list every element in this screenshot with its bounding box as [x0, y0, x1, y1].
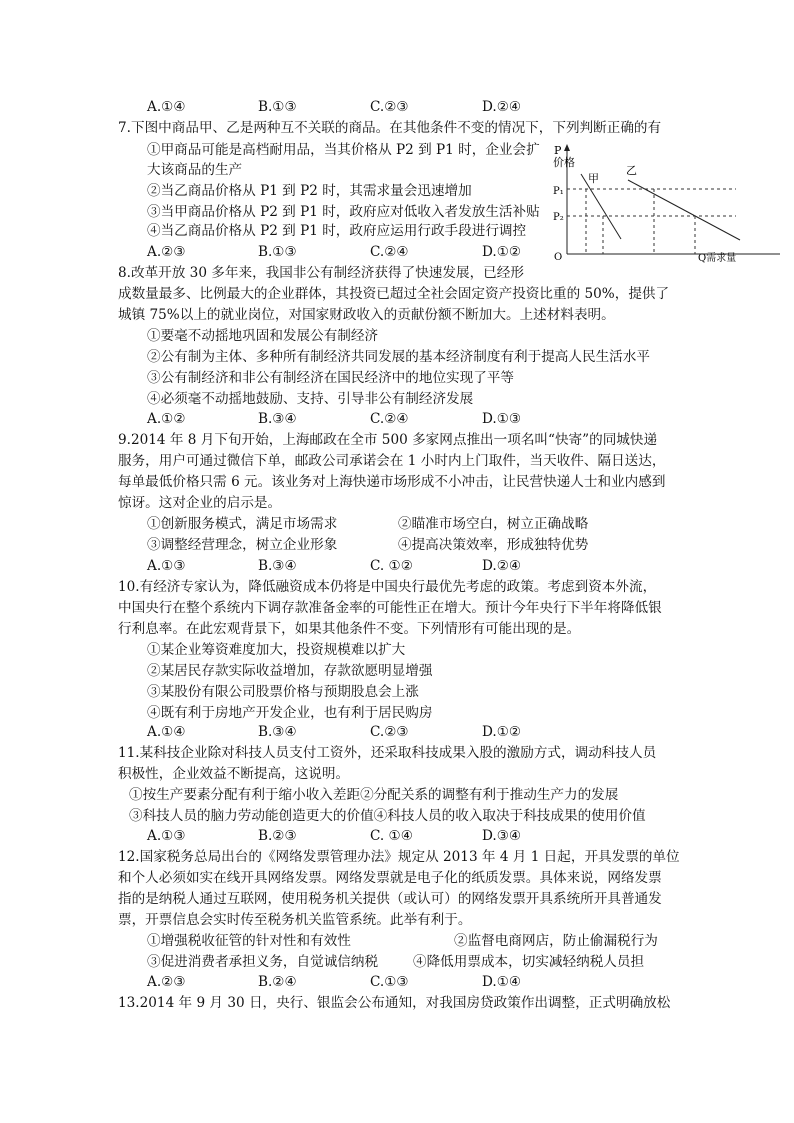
option-b: B.②③ — [258, 828, 297, 844]
q11-items-1-2: ①按生产要素分配有利于缩小收入差距②分配关系的调整有利于推动生产力的发展 — [129, 787, 619, 803]
option-a: A.①③ — [147, 558, 186, 574]
q9-stem-1: 9.2014 年 8 月下旬开始，上海邮政在全市 500 多家网点推出一项名叫“快寄”的同城快递 — [118, 432, 658, 448]
option-c: C.②④ — [370, 411, 409, 427]
q7-options — [0, 243, 600, 261]
q9-item-4: ④提高决策效率，形成独特优势 — [398, 537, 589, 553]
q9-item-1: ①创新服务模式，满足市场需求 — [147, 516, 338, 532]
q9-item-2: ②瞄准市场空白，树立正确战略 — [398, 516, 589, 532]
option-d: D.②④ — [482, 99, 522, 115]
option-c: C.①③ — [370, 974, 409, 990]
q6-options — [0, 98, 600, 116]
p-axis-label: P — [554, 144, 562, 157]
q8-item-4: ④必须毫不动摇地鼓励、支持、引导非公有制经济发展 — [147, 391, 474, 407]
q7-item-3: ③当甲商品价格从 P2 到 P1 时，政府应对低收入者发放生活补贴 — [147, 204, 540, 220]
y-axis-label: 价格 — [553, 156, 575, 169]
p1-label: P₁ — [553, 186, 564, 197]
q10-options — [0, 723, 600, 741]
origin-label: O — [554, 252, 563, 263]
q8-item-3: ③公有制经济和非公有制经济在国民经济中的地位实现了平等 — [147, 370, 515, 386]
jia-label: 甲 — [588, 172, 599, 185]
q11-options — [0, 827, 600, 845]
q12-item-4: ④降低用票成本，切实减轻纳税人员担 — [413, 954, 645, 970]
q7-stem: 7.下图中商品甲、乙是两种互不关联的商品。在其他条件不变的情况下，下列判断正确的有 — [118, 120, 662, 136]
x-axis-label: Q需求量 — [698, 253, 737, 264]
q7-item-2: ②当乙商品价格从 P1 到 P2 时，其需求量会迅速增加 — [147, 183, 472, 199]
q8-stem-3: 城镇 75%以上的就业岗位，对国家财政收入的贡献份额不断加大。上述材料表明。 — [118, 307, 615, 323]
q9-stem-2: 服务，用户可通过微信下单，邮政公司承诺会在 1 小时内上门取件，当天收件、隔日送达， — [118, 453, 666, 469]
option-b: B.①③ — [258, 244, 297, 260]
q10-item-3: ③某股份有限公司股票价格与预期股息会上涨 — [147, 684, 419, 700]
demand-curve-jia — [581, 174, 621, 239]
q11-stem-2: 积极性，企业效益不断提高，这说明。 — [118, 766, 350, 782]
q13-stem: 13.2014 年 9 月 30 日，央行、银监会公布通知，对我国房贷政策作出调整，正式明确放松 — [118, 995, 671, 1011]
q8-item-2: ②公有制为主体、多种所有制经济共同发展的基本经济制度有利于提高人民生活水平 — [147, 349, 650, 365]
q7-item-1: ①甲商品可能是高档耐用品，当其价格从 P2 到 P1 时，企业会扩 — [147, 142, 540, 158]
q8-stem-2: 成数量最多、比例最大的企业群体，其投资已超过全社会固定资产投资比重的 50%，提供了 — [118, 286, 670, 302]
q10-item-2: ②某居民存款实际收益增加，存款欲愿明显增强 — [147, 663, 433, 679]
q10-stem-1: 10.有经济专家认为，降低融资成本仍将是中国央行最优先考虑的政策。考虑到资本外流， — [118, 579, 657, 595]
q12-item-3: ③促进消费者承担义务，自觉诚信纳税 — [147, 954, 379, 970]
option-d: D.①② — [482, 724, 522, 740]
q9-options — [0, 557, 600, 575]
option-c: C.②③ — [370, 99, 409, 115]
option-b: B.②④ — [258, 974, 297, 990]
q10-stem-2: 中国央行在整个系统内下调存款准备金率的可能性正在增大。预计今年央行下半年将降低银 — [118, 600, 662, 616]
option-b: B.③④ — [258, 724, 297, 740]
q9-stem-4: 惊讶。这对企业的启示是。 — [118, 495, 282, 511]
option-b: B.③④ — [258, 558, 297, 574]
q11-items-3-4: ③科技人员的脑力劳动能创造更大的价值④科技人员的收入取决于科技成果的使用价值 — [129, 808, 646, 824]
q12-item-2: ②监督电商网店，防止偷漏税行为 — [454, 933, 658, 949]
option-d: D.②④ — [482, 558, 522, 574]
q10-item-1: ①某企业筹资难度加大，投资规模难以扩大 — [147, 642, 406, 658]
q8-item-1: ①要毫不动摇地巩固和发展公有制经济 — [147, 328, 379, 344]
q11-stem-1: 11.某科技企业除对科技人员支付工资外，还采取科技成果入股的激励方式，调动科技人员 — [118, 745, 657, 761]
q10-item-4: ④既有利于房地产开发企业，也有利于居民购房 — [147, 705, 433, 721]
q12-stem-1: 12.国家税务总局出台的《网络发票管理办法》规定从 2013 年 4 月 1 日起，开具发票的单位 — [118, 849, 680, 865]
q12-item-1: ①增强税收征管的针对性和有效性 — [147, 933, 351, 949]
option-a: A.①④ — [147, 99, 186, 115]
option-b: B.③④ — [258, 411, 297, 427]
yi-label: 乙 — [626, 164, 637, 177]
option-a: A.①② — [147, 411, 186, 427]
option-c: C.②④ — [370, 244, 409, 260]
option-c: C.②③ — [370, 724, 409, 740]
option-d: D.①④ — [482, 974, 522, 990]
option-a: A.②③ — [147, 244, 186, 260]
q10-stem-3: 行利息率。在此宏观背景下，如果其他条件不变。下列情形有可能出现的是。 — [118, 621, 581, 637]
q9-stem-3: 每单最低价格只需 6 元。该业务对上海快递市场形成不小冲击，让民营快递人士和业内感到 — [118, 474, 666, 490]
option-d: D.①② — [482, 244, 522, 260]
q8-options — [0, 410, 600, 428]
q9-item-3: ③调整经营理念，树立企业形象 — [147, 537, 338, 553]
q8-stem-1: 8.改革开放 30 多年来，我国非公有制经济获得了快速发展，已经形 — [118, 265, 524, 281]
option-d: D.①③ — [482, 411, 522, 427]
q12-stem-2: 和个人必须如实在线开具网络发票。网络发票就是电子化的纸质发票。具体来说，网络发票 — [118, 870, 662, 886]
option-b: B.①③ — [258, 99, 297, 115]
q7-item-4: ④当乙商品价格从 P2 到 P1 时，政府应运用行政手段进行调控 — [147, 223, 527, 239]
demand-graph — [548, 142, 788, 264]
q12-options — [0, 973, 600, 991]
option-a: A.①④ — [147, 724, 186, 740]
option-a: A.②③ — [147, 974, 186, 990]
option-c: C. ①② — [370, 558, 413, 574]
q7-item-1-cont: 大该商品的生产 — [147, 162, 243, 178]
option-c: C. ①④ — [370, 828, 413, 844]
option-a: A.①③ — [147, 828, 186, 844]
q12-stem-4: 票，开票信息会实时传至税务机关监管系统。此举有利于。 — [118, 912, 472, 928]
q12-stem-3: 指的是纳税人通过互联网，使用税务机关提供（或认可）的网络发票开具系统所开具普通发 — [118, 891, 662, 907]
p2-label: P₂ — [553, 212, 564, 223]
option-d: D.③④ — [482, 828, 522, 844]
